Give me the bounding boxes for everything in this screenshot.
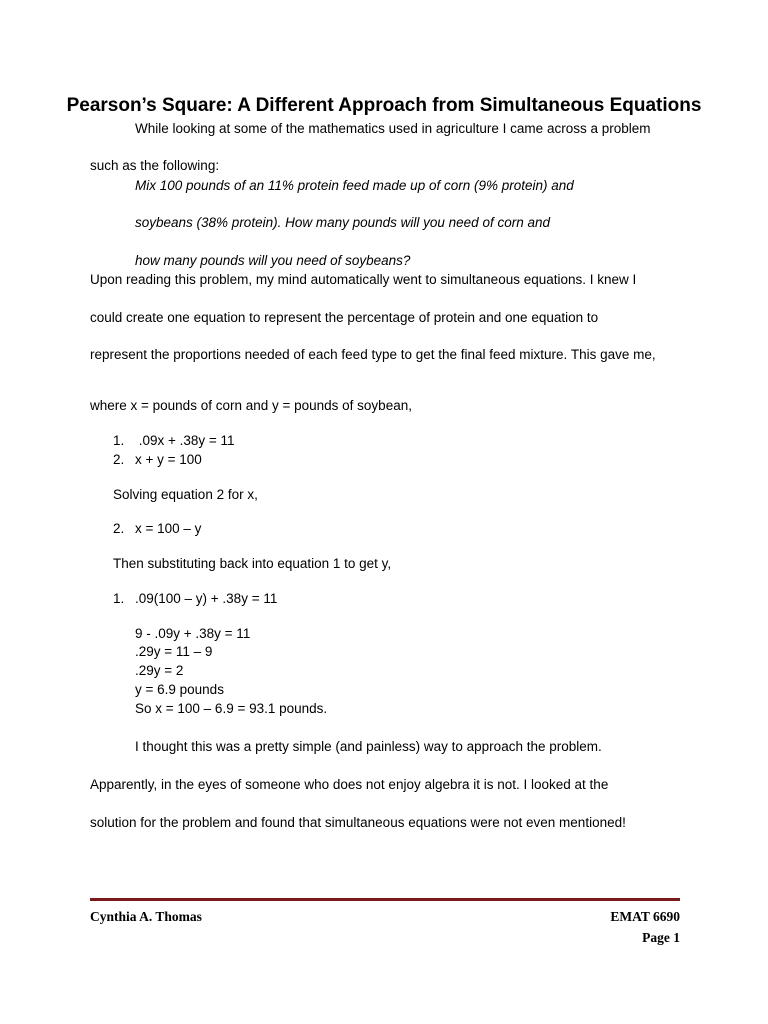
step-line: 9 - .09y + .38y = 11: [135, 626, 251, 641]
where-line: where x = pounds of corn and y = pounds of soybean,: [90, 398, 412, 413]
equation-text: .09(100 – y) + .38y = 11: [135, 591, 278, 606]
page-number: Page 1: [642, 930, 680, 945]
problem-line-3: how many pounds will you need of soybeans?: [135, 253, 411, 268]
closing-line-1: I thought this was a pretty simple (and painless) way to approach the problem.: [135, 739, 602, 754]
intro-line-1: While looking at some of the mathematics used in agriculture I came across a problem: [135, 121, 651, 136]
equation-number: 2.: [113, 452, 125, 467]
equation-number: 2.: [113, 521, 125, 536]
step-line: So x = 100 – 6.9 = 93.1 pounds.: [135, 701, 328, 716]
equation-1: [113, 433, 235, 449]
equation-number: 1.: [113, 591, 125, 606]
equation-text: .09x + .38y = 11: [135, 433, 235, 448]
intro-line-2: such as the following:: [90, 158, 220, 173]
equation-1-substituted: [113, 591, 277, 607]
substitute-line: Then substituting back into equation 1 to get y,: [113, 556, 392, 571]
footer-rule: [90, 898, 680, 901]
equation-2: [113, 452, 202, 468]
step-line: y = 6.9 pounds: [135, 682, 224, 697]
closing-line-2: Apparently, in the eyes of someone who does not enjoy algebra it is not. I looked at the: [90, 777, 609, 792]
equation-2-solved: [113, 521, 201, 537]
equation-text: x + y = 100: [135, 452, 202, 467]
closing-line-3: solution for the problem and found that simultaneous equations were not even mentioned!: [90, 815, 626, 830]
body-line-1: Upon reading this problem, my mind automatically went to simultaneous equations. I knew I: [90, 272, 637, 287]
footer-course: EMAT 6690: [610, 909, 680, 924]
solve-line: Solving equation 2 for x,: [113, 487, 258, 502]
footer-author: Cynthia A. Thomas: [90, 909, 202, 924]
problem-line-2: soybeans (38% protein). How many pounds will you need of corn and: [135, 215, 550, 230]
equation-text: x = 100 – y: [135, 521, 202, 536]
problem-line-1: Mix 100 pounds of an 11% protein feed made up of corn (9% protein) and: [135, 178, 574, 193]
equation-number: 1.: [113, 433, 125, 448]
step-line: .29y = 11 – 9: [135, 644, 213, 659]
body-line-2: could create one equation to represent the percentage of protein and one equation to: [90, 310, 599, 325]
document-title: Pearson’s Square: A Different Approach from Simultaneous Equations: [66, 95, 702, 116]
body-line-3: represent the proportions needed of each feed type to get the final feed mixture. This gave me,: [90, 347, 656, 362]
step-line: .29y = 2: [135, 663, 184, 678]
